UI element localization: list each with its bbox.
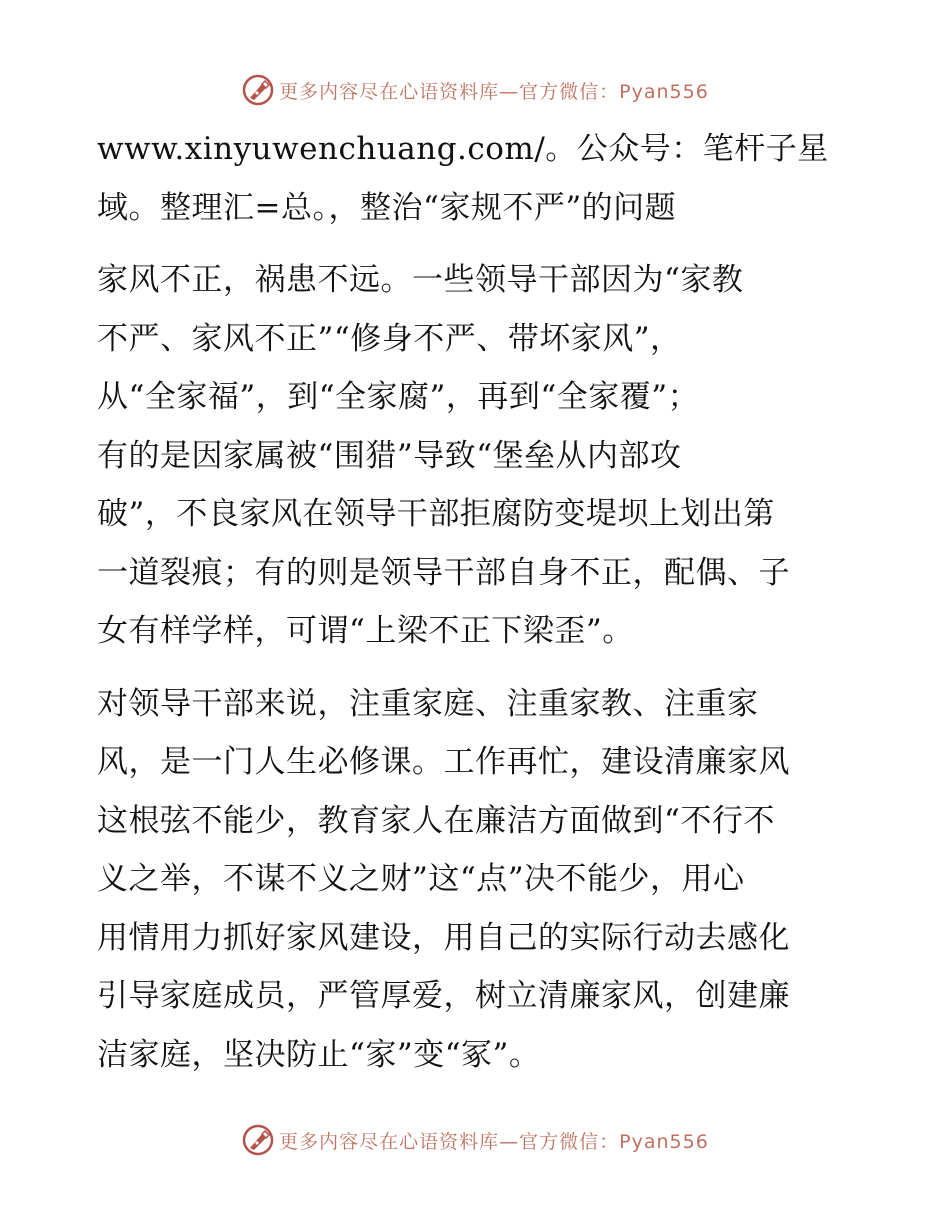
text-line: 有的是因家属被“围猎”导致“堡垒从内部攻 [97,437,682,474]
text-line: 从“全家福”，到“全家腐”，再到“全家覆”； [97,379,700,415]
footer-banner [0,1120,950,1160]
text-line: 域。整理汇=总。，整治“家规不严”的问题 [97,189,677,226]
text-line: 女有样学样，可谓“上梁不正下梁歪”。 [97,613,634,649]
header-banner-text: 更多内容尽在心语资料库—官方微信：Pyan556 [279,80,709,103]
text-line: 洁家庭，坚决防止“家”变“冢”。 [97,1036,541,1073]
text-line: 一道裂痕；有的则是领导干部自身不正，配偶、子 [97,554,790,591]
text-line: www.xinyuwenchuang.com/。公众号：笔杆子星 [97,131,829,167]
text-line: 不严、家风不正”“修身不严、带坏家风”， [97,320,682,357]
text-line: 引导家庭成员，严管厚爱，树立清廉家风，创建廉 [97,978,790,1014]
pen-logo-icon [241,73,275,107]
footer-banner-text: 更多内容尽在心语资料库—官方微信：Pyan556 [279,1130,709,1153]
pen-logo-icon [241,1123,275,1157]
text-line: 破”，不良家风在领导干部拒腐防变堤坝上划出第 [97,496,775,532]
paragraph-2 [97,251,857,661]
header-banner [0,70,950,110]
text-line: 义之举，不谋不义之财”这“点”决不能少，用心 [97,861,745,897]
text-line: 对领导干部来说，注重家庭、注重家教、注重家 [97,685,759,722]
text-line: 家风不正，祸患不远。一些领导干部因为“家教 [97,262,744,298]
text-line: 这根弦不能少，教育家人在廉洁方面做到“不行不 [97,802,775,839]
paragraph-1 [97,120,857,237]
text-line: 用情用力抓好家风建设，用自己的实际行动去感化 [97,919,790,956]
text-line: 风，是一门人生必修课。工作再忙，建设清廉家风 [97,744,790,780]
document-body [97,120,857,1084]
paragraph-3 [97,675,857,1085]
